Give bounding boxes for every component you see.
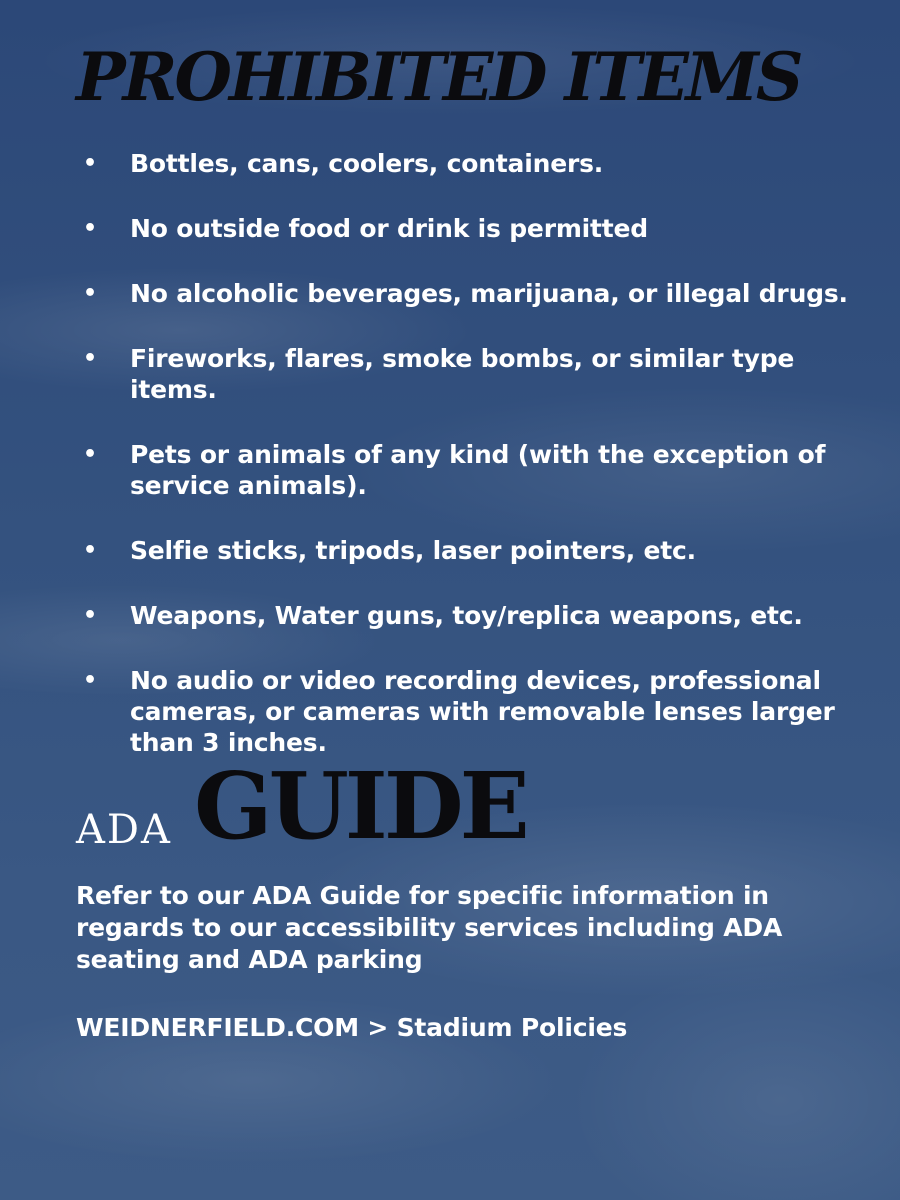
- list-item: [80, 535, 860, 566]
- ada-guide-description: Refer to our ADA Guide for specific information in regards to our accessibility services including ADA seating and ADA parking: [76, 881, 783, 974]
- list-item-text: Pets or animals of any kind (with the exception of service animals).: [130, 440, 826, 500]
- prohibited-items-title: PROHIBITED ITEMS: [76, 38, 801, 116]
- bullet-icon: •: [83, 151, 97, 176]
- bullet-icon: •: [83, 603, 97, 628]
- bullet-icon: •: [83, 216, 97, 241]
- list-item: [80, 600, 860, 631]
- list-item: [80, 665, 860, 758]
- ada-guide-title-small: ADA: [76, 807, 172, 853]
- list-item: [80, 278, 860, 309]
- ada-guide-title-large: GUIDE: [194, 752, 526, 860]
- list-item-text: No outside food or drink is permitted: [130, 214, 648, 243]
- bullet-icon: •: [83, 538, 97, 563]
- list-item-text: Bottles, cans, coolers, containers.: [130, 149, 604, 178]
- list-item: [80, 148, 860, 179]
- ada-guide-heading: [76, 752, 836, 870]
- list-item-text: Fireworks, flares, smoke bombs, or similar type items.: [130, 344, 795, 404]
- bullet-icon: •: [83, 281, 97, 306]
- list-item-text: Selfie sticks, tripods, laser pointers, etc.: [130, 536, 696, 565]
- bullet-icon: •: [83, 346, 97, 371]
- list-item: [80, 213, 860, 244]
- list-item-text: No alcoholic beverages, marijuana, or illegal drugs.: [130, 279, 848, 308]
- prohibited-items-list: [80, 148, 860, 792]
- list-item: [80, 343, 860, 405]
- bullet-icon: •: [83, 442, 97, 467]
- list-item-text: No audio or video recording devices, professional cameras, or cameras with removable lenses larger than 3 inches.: [130, 666, 835, 757]
- stadium-policies-link[interactable]: WEIDNERFIELD.COM > Stadium Policies: [76, 1013, 628, 1042]
- list-item-text: Weapons, Water guns, toy/replica weapons, etc.: [130, 601, 803, 630]
- bullet-icon: •: [83, 668, 97, 693]
- list-item: [80, 439, 860, 501]
